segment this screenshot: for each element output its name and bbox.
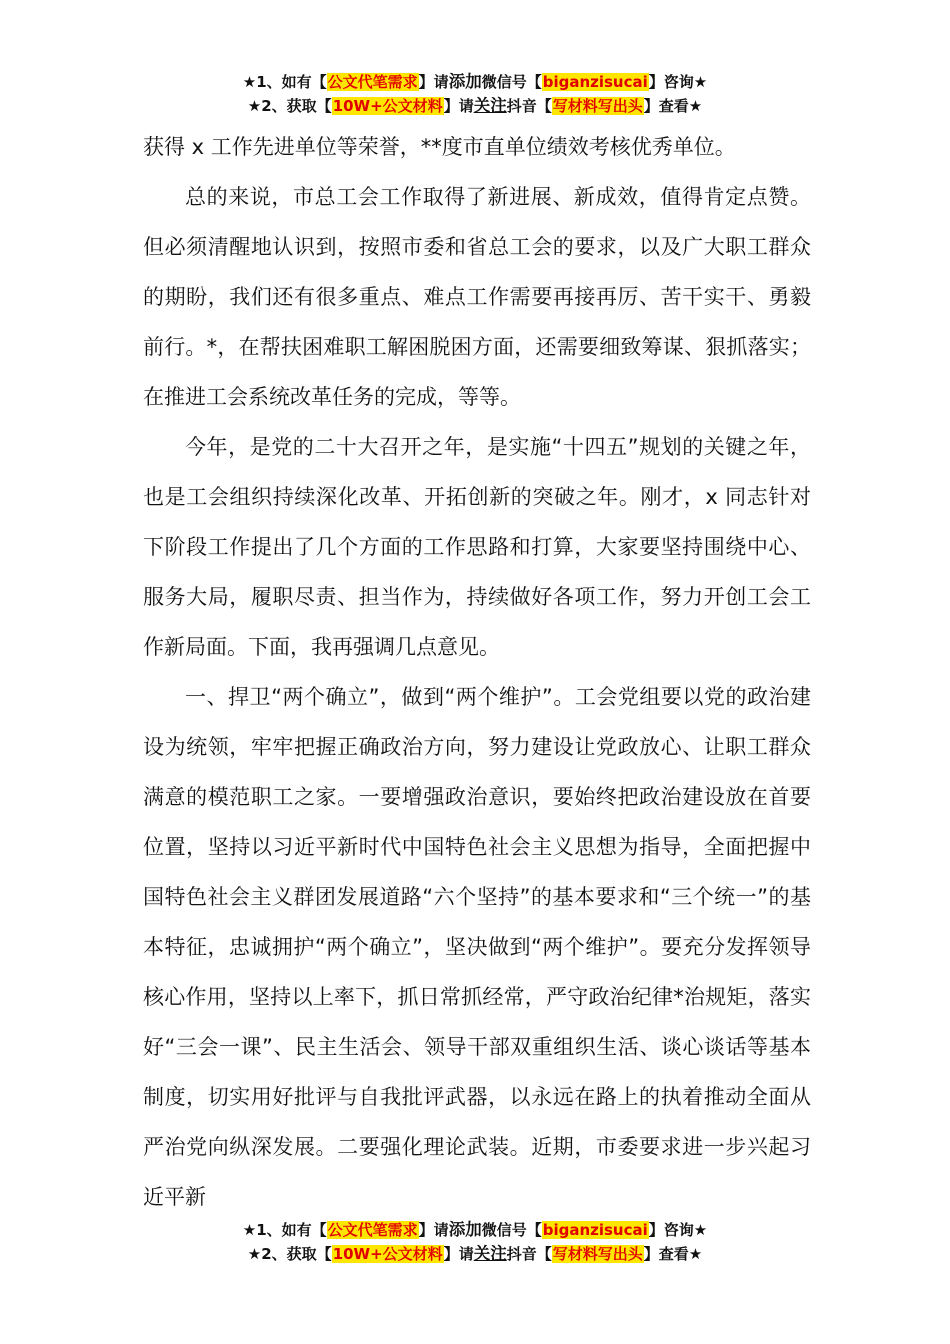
banner-text: 】请 xyxy=(443,97,474,115)
banner-highlight: 10W+公文材料 xyxy=(332,97,443,115)
banner-text: 】请 xyxy=(443,1245,474,1263)
banner-highlight: 公文代笔需求 xyxy=(327,73,418,91)
paragraph-1: 获得 x 工作先进单位等荣誉，**度市直单位绩效考核优秀单位。 xyxy=(143,135,736,159)
banner-text: 】咨询★ xyxy=(648,73,708,91)
banner-emphasis: 关注 xyxy=(473,96,507,115)
banner-highlight: 写材料写出头 xyxy=(552,1245,643,1263)
banner-line-2 xyxy=(0,1242,950,1266)
banner-emphasis: 关注 xyxy=(473,1244,507,1263)
banner-line-2 xyxy=(0,94,950,118)
banner-text: ★1、如有【 xyxy=(242,1221,327,1239)
banner-text: 】查看★ xyxy=(643,1245,703,1263)
banner-text: ★1、如有【 xyxy=(242,73,327,91)
bottom-banner xyxy=(0,1218,950,1266)
banner-text: 】请 xyxy=(418,1221,449,1239)
banner-line-1 xyxy=(0,70,950,94)
banner-highlight: 写材料写出头 xyxy=(552,97,643,115)
banner-text: 】查看★ xyxy=(643,97,703,115)
banner-text: 抖音【 xyxy=(506,1245,552,1263)
banner-highlight: biganzisucai xyxy=(542,73,648,91)
top-banner xyxy=(0,70,950,118)
banner-highlight: 10W+公文材料 xyxy=(332,1245,443,1263)
banner-text: ★2、获取【 xyxy=(247,97,332,115)
document-body xyxy=(143,122,811,1222)
banner-text: 】请 xyxy=(418,73,449,91)
banner-text: 】咨询★ xyxy=(648,1221,708,1239)
paragraph-3: 今年，是党的二十大召开之年，是实施“十四五”规划的关键之年， 也是工会组织持续深化改革、开拓创新的突破之年。刚才，x 同志针对下阶段工作提出了几个方面的工作思路和打算，大家要坚持围绕中心、服务大局，履职尽责、担当作为，持续做好各项工作，努力开创工会工作新局面。下面，我再强调几点意见。 xyxy=(143,435,811,659)
banner-emphasis: 添加 xyxy=(448,1220,482,1239)
banner-highlight: biganzisucai xyxy=(542,1221,648,1239)
banner-emphasis: 添加 xyxy=(448,72,482,91)
banner-text: 微信号【 xyxy=(481,1221,542,1239)
banner-text: 抖音【 xyxy=(506,97,552,115)
banner-highlight: 公文代笔需求 xyxy=(327,1221,418,1239)
paragraph-2: 总的来说，市总工会工作取得了新进展、新成效，值得肯定点赞。但必须清醒地认识到，按照市委和省总工会的要求，以及广大职工群众的期盼，我们还有很多重点、难点工作需要再接再厉、苦干实干、勇毅前行。*，在帮扶困难职工解困脱困方面，还需要细致筹谋、狠抓落实；在推进工会系统改革任务的完成，等等。 xyxy=(143,185,811,409)
paragraph-4: 一、捍卫“两个确立”，做到“两个维护”。工会党组要以党的政治建设为统领，牢牢把握正确政治方向，努力建设让党政放心、让职工群众满意的模范职工之家。一要增强政治意识，要始终把政治建设放在首要位置，坚持以习近平新时代中国特色社会主义思想为指导，全面把握中国特色社会主义群团发展道路“六个坚持”的基本要求和“三个统一”的基本特征，忠诚拥护“两个确立”，坚决做到“两个维护”。要充分发挥领导核心作用，坚持以上率下，抓日常抓经常，严守政治纪律*治规矩，落实好“三会一课”、民主生活会、领导干部双重组织生活、谈心谈话等基本制度，切实用好批评与自我批评武器，以永远在路上的执着推动全面从严治党向纵深发展。二要强化理论武装。近期，市委要求进一步兴起习近平新 xyxy=(143,685,811,1209)
banner-line-1 xyxy=(0,1218,950,1242)
banner-text: 微信号【 xyxy=(481,73,542,91)
banner-text: ★2、获取【 xyxy=(247,1245,332,1263)
